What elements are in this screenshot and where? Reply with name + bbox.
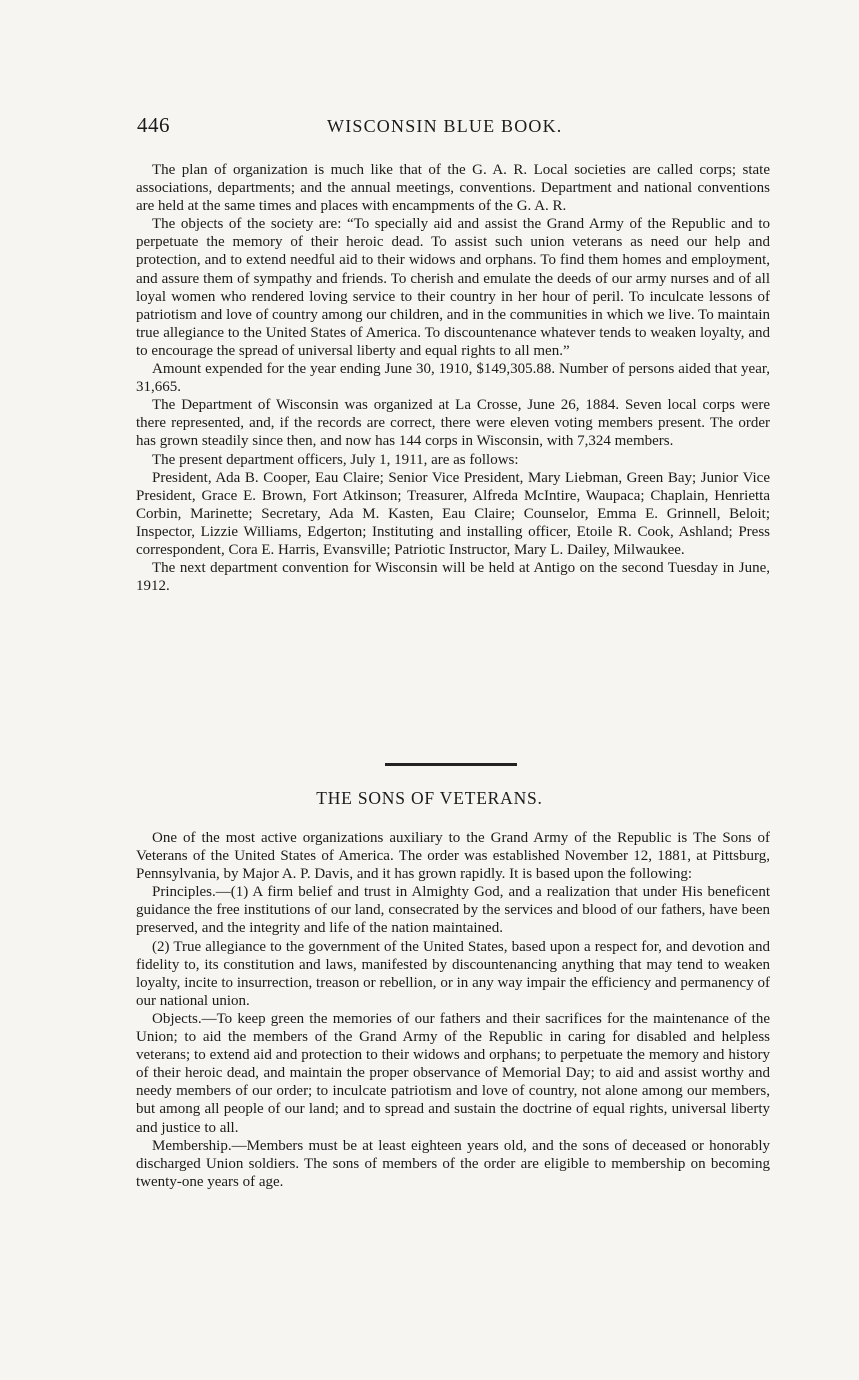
paragraph-department-history: The Department of Wisconsin was organized at La Crosse, June 26, 1884. Seven local corps were there represented, and, if the records are correct, there were eleven voting members present. The order has grown steadily since then, and now has 144 corps in Wisconsin, with 7,324 members. xyxy=(136,397,770,450)
paragraph-officers-intro: The present department officers, July 1, 1911, are as follows: xyxy=(152,451,519,468)
page-number: 446 xyxy=(137,113,170,137)
paragraph-objects: The objects of the society are: “To specially aid and assist the Grand Army of the Republic and to perpetuate the memory of their heroic dead. To assist such union veterans as need our help and protection, and to extend needful aid to their widows and orphans. To find them homes and employment, and assure them of sympathy and friends. To cherish and emulate the deeds of our army nurses and of all loyal women who rendered loving service to their country in her hour of peril. To inculcate lessons of patriotism and love of country among our children, and in the communities in which we live. To maintain true allegiance to the United States of America. To discountenance whatever tends to weaken loyalty, and to encourage the spread of universal liberty and equal rights to all men.” xyxy=(136,216,770,359)
section-heading: THE SONS OF VETERANS. xyxy=(316,788,543,808)
section-divider xyxy=(385,763,517,766)
paragraph-principles-2: (2) True allegiance to the government of the United States, based upon a respect for, and devotion and fidelity to, its constitution and laws, manifested by discountenancing anything that may tend to weaken loyalty, incite to insurrection, treason or rebellion, or in any way impair the efficiency and permanency of our national union. xyxy=(136,938,770,1009)
paragraph-organization: The plan of organization is much like that of the G. A. R. Local societies are called corps; state associations, departments; and the annual meetings, conventions. Department and national conventions are held at the same times and places with encampments of the G. A. R. xyxy=(136,162,770,215)
paragraph-objects-sov: Objects.—To keep green the memories of our fathers and their sacrifices for the maintenance of the Union; to aid the members of the Grand Army of the Republic in caring for disabled and helpless veterans; to extend aid and protection to their widows and orphans; to perpetuate the memory and history of their heroic dead, and maintain the proper observance of Memorial Day; to aid and assist worthy and needy members of our order; to inculcate patriotism and love of country, not alone among our members, but among all people of our land; and to spread and sustain the doctrine of equal rights, universal liberty and justice to all. xyxy=(136,1010,770,1136)
sons-of-veterans-section xyxy=(136,829,770,1191)
paragraph-intro: One of the most active organizations auxiliary to the Grand Army of the Republic is The Sons of Veterans of the United States of America. The order was established November 12, 1881, at Pittsburg, Pennsylvania, by Major A. P. Davis, and it has grown rapidly. It is based upon the following: xyxy=(136,830,770,883)
ladies-circle-section xyxy=(136,161,770,595)
paragraph-next-convention: The next department convention for Wisconsin will be held at Antigo on the second Tuesday in June, 1912. xyxy=(136,560,770,595)
paragraph-principles-1: Principles.—(1) A firm belief and trust in Almighty God, and a realization that under His beneficent guidance the free institutions of our land, consecrated by the services and blood of our fathers, have been preserved, and the integrity and life of the nation maintained. xyxy=(136,884,770,937)
paragraph-amount-expended: Amount expended for the year ending June 30, 1910, $149,305.88. Number of persons aided that year, 31,665. xyxy=(136,361,770,396)
paragraph-officers-list: President, Ada B. Cooper, Eau Claire; Senior Vice President, Mary Liebman, Green Bay; Junior Vice President, Grace E. Brown, Fort Atkinson; Treasurer, Alfreda McIntire, Waupaca; Chaplain, Henrietta Corbin, Marinette; Secretary, Ada M. Kasten, Eau Claire; Counselor, Emma E. Grinnell, Beloit; Inspector, Lizzie Williams, Edgerton; Instituting and installing officer, Etoile R. Cook, Ashland; Press correspondent, Cora E. Harris, Evansville; Patriotic Instructor, Mary L. Dailey, Milwaukee. xyxy=(136,469,770,558)
running-title: WISCONSIN BLUE BOOK. xyxy=(327,116,563,136)
paragraph-membership: Membership.—Members must be at least eighteen years old, and the sons of deceased or honorably discharged Union soldiers. The sons of members of the order are eligible to membership on becoming twenty-one years of age. xyxy=(136,1137,770,1190)
page-header xyxy=(137,113,767,139)
